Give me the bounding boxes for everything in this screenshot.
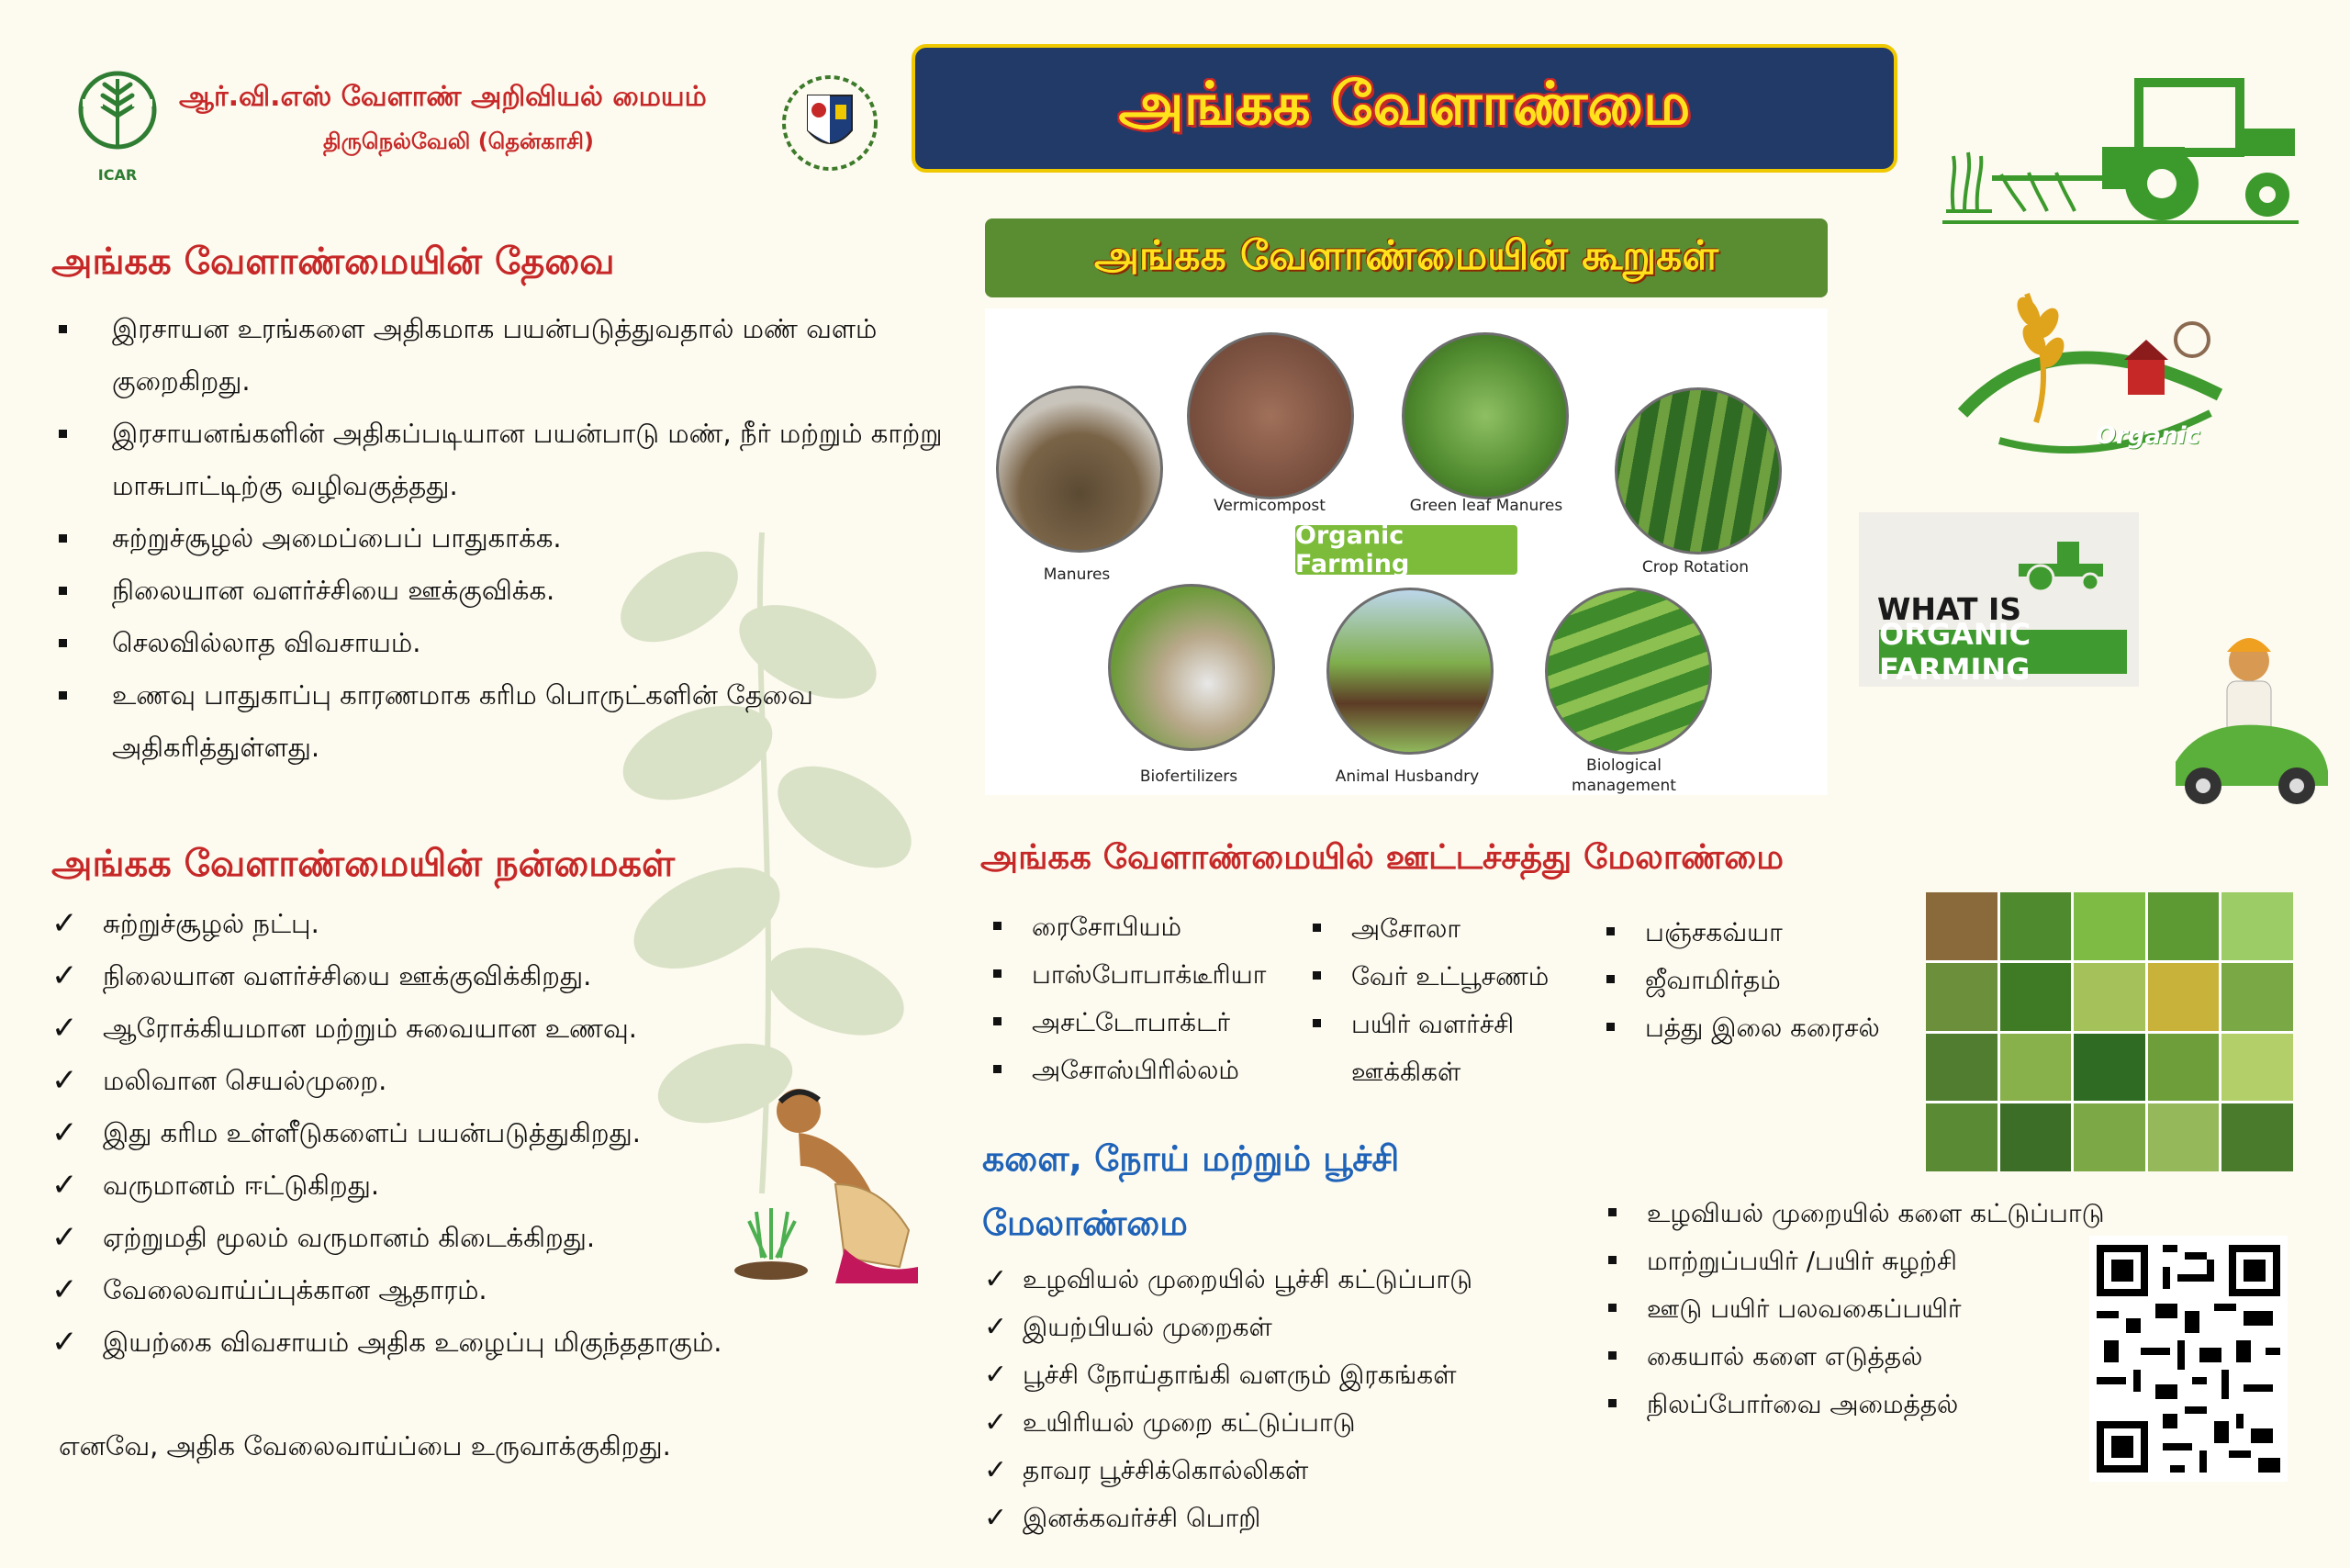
animal-husbandry-photo	[1326, 588, 1494, 755]
farmer-car-illustration	[2166, 624, 2332, 808]
list-item: ✓ இயற்கை விவசாயம் அதிக உழைப்பு மிகுந்ததாகும்.	[51, 1316, 722, 1369]
needs-list	[51, 303, 960, 774]
components-heading-banner	[985, 218, 1828, 297]
pest-heading-line1: களை, நோய் மற்றும் பூச்சி	[982, 1138, 1400, 1179]
pest-list	[984, 1256, 1472, 1542]
list-item: பத்து இலை கரைசல்	[1606, 1004, 1880, 1052]
pest-heading-line2: மேலாண்மை	[982, 1203, 1188, 1243]
list-item: ✓ ஆரோக்கியமான மற்றும் சுவையான உணவு.	[51, 1002, 722, 1055]
list-item: ✓ உழவியல் முறையில் பூச்சி கட்டுப்பாடு	[984, 1256, 1472, 1304]
list-item: அசோலா	[1313, 905, 1588, 953]
list-item: ✓ நிலையான வளர்ச்சியை ஊக்குவிக்கிறது.	[51, 950, 722, 1002]
org-location: திருநெல்வேலி (தென்காசி)	[323, 129, 594, 154]
biofertilizers-label: Biofertilizers	[1139, 767, 1238, 786]
center-label-text: Organic Farming	[1295, 521, 1410, 578]
list-item: இரசாயன உரங்களை அதிகமாக பயன்படுத்துவதால் மண் வளம் குறைகிறது.	[51, 303, 960, 408]
what-is-text: WHAT IS	[1877, 591, 2022, 627]
components-diagram	[985, 308, 1828, 795]
crop-rotation-photo	[1615, 387, 1782, 554]
list-item: ரைசோபியம்	[993, 903, 1266, 951]
list-item: ✓ உயிரியல் முறை கட்டுப்பாடு	[984, 1399, 1472, 1447]
list-item: பயிர் வளர்ச்சி ஊக்கிகள்	[1313, 1001, 1572, 1096]
list-item: சுற்றுச்சூழல் அமைப்பைப் பாதுகாக்க.	[51, 512, 960, 565]
list-item: ✓ மலிவான செயல்முறை.	[51, 1055, 722, 1107]
biological-management-label-1: Biological	[1586, 756, 1662, 775]
animal-husbandry-label: Animal Husbandry	[1335, 767, 1480, 786]
tractor-icon	[2006, 529, 2116, 593]
nutrient-list-col3	[1606, 909, 1880, 1052]
icar-label: ICAR	[97, 166, 138, 184]
list-item: ✓ வருமானம் ஈட்டுகிறது.	[51, 1159, 722, 1212]
list-item: நிலையான வளர்ச்சியை ஊக்குவிக்க.	[51, 565, 960, 617]
university-emblem	[780, 73, 879, 173]
list-item: ✓ இது கரிம உள்ளீடுகளைப் பயன்படுத்துகிறது.	[51, 1107, 722, 1159]
nutrient-list-col2	[1313, 905, 1588, 1096]
page-title-banner	[912, 44, 1897, 173]
list-item: ஊடு பயிர் பலவகைப்பயிர்	[1608, 1285, 2105, 1333]
biological-management-photo	[1545, 588, 1712, 755]
green-leaf-manure-photo	[1402, 332, 1569, 499]
page-title: அங்கக வேளாண்மை	[1118, 71, 1691, 139]
list-item: வேர் உட்பூசணம்	[1313, 953, 1588, 1001]
list-item: இரசாயனங்களின் அதிகப்படியான பயன்பாடு மண், நீர் மற்றும் காற்று மாசுபாட்டிற்கு வழிவகுத்தது.	[51, 408, 960, 512]
list-item: ஜீவாமிர்தம்	[1606, 957, 1880, 1004]
organic-logo	[1944, 257, 2229, 468]
crop-rotation-label: Crop Rotation	[1641, 558, 1750, 577]
organic-logo-text: Organic	[2096, 422, 2200, 450]
components-heading: அங்கக வேளாண்மையின் கூறுகள்	[1093, 231, 1719, 279]
manures-label: Manures	[1043, 566, 1111, 584]
org-name: ஆர்.வி.எஸ் வேளாண் அறிவியல் மையம்	[179, 81, 707, 113]
farmer-planting-illustration	[734, 1074, 946, 1294]
tractor-illustration	[1937, 64, 2304, 230]
list-item: அசோஸ்பிரில்லம்	[993, 1047, 1266, 1094]
field-photo-collage	[1926, 892, 2293, 1171]
list-item: கையால் களை எடுத்தல்	[1608, 1333, 2105, 1381]
manures-photo	[996, 386, 1163, 553]
what-is-organic-farming-badge	[1859, 512, 2139, 687]
list-item: மாற்றுப்பயிர் /பயிர் சுழற்சி	[1608, 1238, 2105, 1285]
biofertilizers-photo	[1108, 584, 1275, 751]
list-item: அசட்டோபாக்டர்	[993, 999, 1266, 1047]
vermicompost-photo	[1187, 332, 1354, 499]
list-item: ✓ வேலைவாய்ப்புக்கான ஆதாரம்.	[51, 1264, 722, 1316]
organic-farming-banner	[1879, 617, 2127, 687]
biological-management-label-2: management	[1572, 777, 1676, 795]
list-item: பாஸ்போபாக்டீரியா	[993, 951, 1266, 999]
nutrient-list-col1	[993, 903, 1266, 1094]
qr-code[interactable]	[2089, 1236, 2288, 1482]
list-item: ✓ இயற்பியல் முறைகள்	[984, 1304, 1472, 1351]
nutrient-heading: அங்கக வேளாண்மையில் ஊட்டச்சத்து மேலாண்மை	[980, 837, 1785, 877]
green-leaf-manure-label: Green leaf Manures	[1409, 497, 1563, 515]
list-item: ✓ ஏற்றுமதி மூலம் வருமானம் கிடைக்கிறது.	[51, 1212, 722, 1264]
list-item: நிலப்போர்வை அமைத்தல்	[1608, 1381, 2105, 1428]
list-item: உணவு பாதுகாப்பு காரணமாக கரிம பொருட்களின் தேவை அதிகரித்துள்ளது.	[51, 669, 960, 774]
vermicompost-label: Vermicompost	[1214, 497, 1326, 515]
list-item: உழவியல் முறையில் களை கட்டுப்பாடு	[1608, 1190, 2105, 1238]
organic-farming-text: ORGANIC FARMING	[1879, 617, 2031, 687]
list-item: செலவில்லாத விவசாயம்.	[51, 617, 960, 669]
weed-list	[1608, 1190, 2105, 1428]
list-item: ✓ பூச்சி நோய்தாங்கி வளரும் இரகங்கள்	[984, 1351, 1472, 1399]
list-item: பஞ்சகவ்யா	[1606, 909, 1880, 957]
organic-farming-center-label	[1295, 521, 1517, 578]
benefits-heading: அங்கக வேளாண்மையின் நன்மைகள்	[51, 843, 676, 885]
list-item: ✓ தாவர பூச்சிக்கொல்லிகள்	[984, 1447, 1472, 1495]
benefits-list	[51, 898, 722, 1369]
needs-heading: அங்கக வேளாண்மையின் தேவை	[51, 241, 615, 283]
benefits-conclusion: எனவே, அதிக வேலைவாய்ப்பை உருவாக்குகிறது.	[59, 1430, 671, 1462]
icar-logo	[75, 66, 160, 184]
list-item: ✓ இனக்கவர்ச்சி பொறி	[984, 1495, 1472, 1542]
list-item: ✓ சுற்றுச்சூழல் நட்பு.	[51, 898, 722, 950]
